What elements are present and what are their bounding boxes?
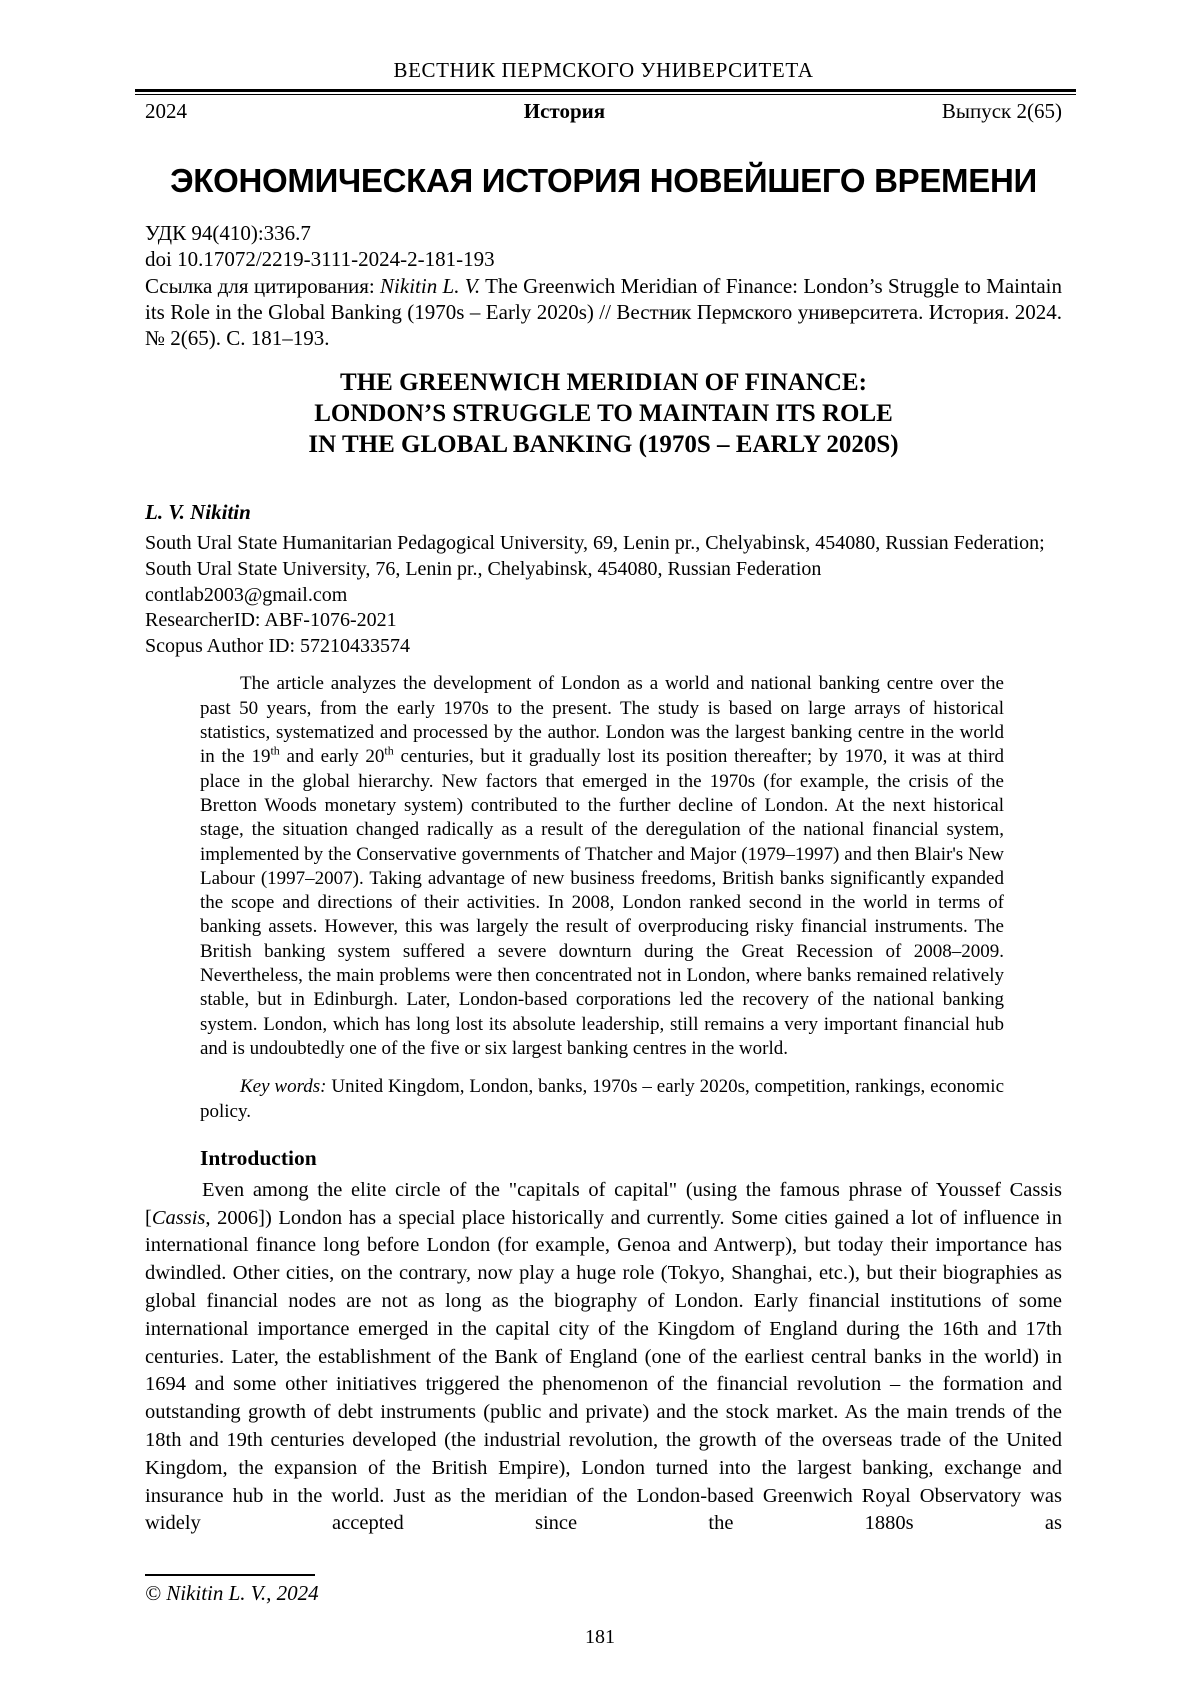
meta-block — [145, 220, 1062, 351]
article-title-line-2: LONDON’S STRUGGLE TO MAINTAIN ITS ROLE — [314, 400, 893, 428]
section-title: ЭКОНОМИЧЕСКАЯ ИСТОРИЯ НОВЕЙШЕГО ВРЕМЕНИ — [170, 162, 1037, 199]
journal-title: ВЕСТНИК ПЕРМСКОГО УНИВЕРСИТЕТА — [393, 58, 814, 82]
copyright-line: © Nikitin L. V., 2024 — [145, 1581, 319, 1605]
keywords-text: United Kingdom, London, banks, 1970s – early 2020s, competition, rankings, economic policy. — [200, 1076, 1005, 1122]
keywords-label: Key words: — [240, 1076, 327, 1098]
article-title — [145, 367, 1062, 460]
footnote-rule — [145, 1574, 315, 1576]
introduction-cassis-italic: Cassis — [151, 1206, 206, 1229]
superscript-th-1: th — [270, 744, 280, 759]
scopus-id-line: Scopus Author ID: 57210433574 — [145, 634, 410, 657]
affiliation-line-2: South Ural State University, 76, Lenin pr., Chelyabinsk, 454080, Russian Federation — [145, 558, 822, 581]
abstract-text-1: The article analyzes the development of London as a world and national banking centre over the past 50 years, from the early 1970s to the present. The study is based on large arrays of historical statistics, systematized and processed by the author. London was the largest banking centre in the world in the 19 — [200, 673, 1004, 768]
abstract-text-3: centuries, but it gradually lost its position thereafter; by 1970, it was at third place in the global hierarchy. New factors that emerged in the 1970s (for example, the crisis of the Bretton Woods monetary system) contributed to the further decline of London. At the next historical stage, the situation changed radically as a result of the deregulation of the national financial system, implemented by the Conservative governments of Thatcher and Major (1979–1997) and then Blair's New Labour (1997–2007). Taking advantage of new business freedoms, British banks significantly expanded the scope and directions of their activities. In 2008, London ranked second in the world in terms of banking assets. However, this was largely the result of overproducing risky financial instruments. The British banking system suffered a severe downturn during the Great Recession of 2008–2009. Nevertheless, the main problems were then concentrated not in London, where banks remained relatively stable, but in Edinburgh. Later, London-based corporations led the recovery of the national banking system. London, which has long lost its absolute leadership, still remains a very important financial hub and is undoubtedly one of the five or six largest banking centres in the world. — [200, 746, 1004, 1059]
doi-line: doi 10.17072/2219-3111-2024-2-181-193 — [145, 247, 495, 272]
affiliation-block — [145, 531, 1062, 659]
keywords-paragraph — [200, 1075, 1004, 1124]
page-content — [145, 0, 1062, 1538]
introduction-text-1: Even among the elite circle of the "capitals of capital" (using the famous phrase of Youssef Cassis [ — [145, 1178, 1062, 1229]
introduction-text-2: , 2006]) London has a special place historically and currently. Some cities gained a lot of influence in international finance long before London (for example, Genoa and Antwerp), but today their importance has dwindled. Other cities, on the contrary, now play a huge role (Tokyo, Shanghai, etc.), but their biographies as global financial nodes are not as long as the biography of London. Early financial institutions of some international importance emerged in the capital city of the Kingdom of England during the 16th and 17th centuries. Later, the establishment of the Bank of England (one of the earliest central banks in the world) in 1694 and some other initiatives triggered the phenomenon of the financial revolution – the formation and outstanding growth of debt instruments (public and private) and the stock market. As the main trends of the 18th and 19th centuries developed (the industrial revolution, the growth of the overseas trade of the United Kingdom, the expansion of the British Empire), London turned into the largest banking, exchange and insurance hub in the world. Just as the meridian of the London-based Greenwich Royal Observatory was widely accepted since the 1880s as — [145, 1206, 1062, 1535]
journal-header-row — [145, 95, 1062, 124]
article-title-line-1: THE GREENWICH MERIDIAN OF FINANCE: — [340, 369, 867, 397]
article-title-line-3: IN THE GLOBAL BANKING (1970S – EARLY 2020S) — [308, 431, 899, 459]
author-email: contlab2003@gmail.com — [145, 583, 348, 606]
superscript-th-2: th — [384, 744, 394, 759]
introduction-paragraph — [145, 1177, 1062, 1538]
author-name: L. V. Nikitin — [145, 500, 251, 525]
affiliation-line-1: South Ural State Humanitarian Pedagogical University, 69, Lenin pr., Chelyabinsk, 454080, Russian Federation; — [145, 532, 1045, 555]
journal-series: История — [523, 99, 606, 123]
citation-author: Nikitin L. V. — [380, 273, 481, 298]
journal-year: 2024 — [145, 99, 187, 123]
page-number: 181 — [585, 1626, 615, 1648]
researcher-id-line: ResearcherID: ABF-1076-2021 — [145, 609, 397, 632]
citation-label: Ссылка для цитирования: — [145, 273, 381, 298]
udc-line: УДК 94(410):336.7 — [145, 221, 311, 245]
journal-issue: Выпуск 2(65) — [941, 99, 1062, 123]
abstract-paragraph — [200, 672, 1004, 1061]
citation-text: The Greenwich Meridian of Finance: London’s Struggle to Maintain its Role in the Global Banking (1970s – Early 2020s) // Вестник Пермского университета. История. 2024. № 2(65). С. 181–193. — [145, 273, 1062, 351]
citation-paragraph — [145, 273, 1062, 352]
abstract-text-2: and early 20 — [279, 746, 385, 768]
introduction-heading: Introduction — [200, 1145, 317, 1170]
